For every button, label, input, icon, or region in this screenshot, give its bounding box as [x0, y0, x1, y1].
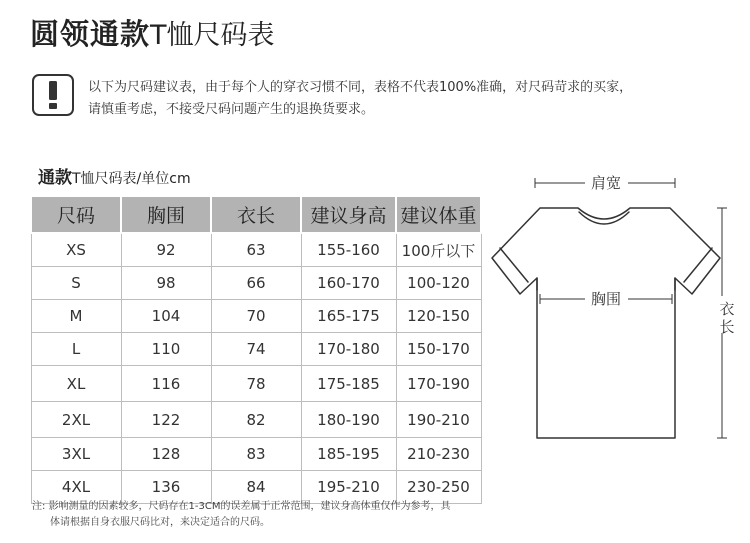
cell-size: 2XL — [31, 402, 121, 438]
cell-chest: 116 — [121, 366, 211, 402]
cell-size: XS — [31, 233, 121, 267]
notice-line-1: 以下为尺码建议表，由于每个人的穿衣习惯不同，表格不代表100%准确，对尺码苛求的买家， — [88, 80, 633, 95]
cell-size: 4XL — [31, 471, 121, 504]
size-table — [30, 195, 482, 504]
cell-length: 78 — [211, 366, 301, 402]
footnote-line-1: 影响测量的因素较多，尺码存在1-3CM的误差属于正常范围，建议身高体重仅作为参考，具 — [48, 501, 451, 512]
cell-height: 180-190 — [301, 402, 396, 438]
cell-weight: 210-230 — [396, 438, 481, 471]
cell-size: M — [31, 300, 121, 333]
cell-chest: 110 — [121, 333, 211, 366]
footnote-prefix: 注: — [32, 501, 46, 512]
table-row — [31, 300, 481, 333]
table-title-bold: 通款 — [38, 168, 72, 188]
cell-size: S — [31, 267, 121, 300]
cell-chest: 92 — [121, 233, 211, 267]
length-label — [719, 300, 734, 336]
footnote — [32, 499, 492, 531]
cell-weight: 100斤以下 — [396, 233, 481, 267]
table-row — [31, 438, 481, 471]
exclamation-icon — [32, 74, 74, 116]
cell-height: 175-185 — [301, 366, 396, 402]
cell-weight: 150-170 — [396, 333, 481, 366]
notice-text — [88, 77, 738, 121]
table-row — [31, 267, 481, 300]
shoulder-label: 肩宽 — [590, 174, 622, 192]
table-row — [31, 233, 481, 267]
cell-chest: 104 — [121, 300, 211, 333]
cell-chest: 128 — [121, 438, 211, 471]
cell-height: 195-210 — [301, 471, 396, 504]
tshirt-diagram — [490, 168, 745, 448]
cell-length: 83 — [211, 438, 301, 471]
notice-line-2: 请慎重考虑，不接受尺码问题产生的退换货要求。 — [88, 102, 375, 117]
cell-size: 3XL — [31, 438, 121, 471]
chest-label: 胸围 — [590, 290, 622, 308]
cell-length: 82 — [211, 402, 301, 438]
cell-height: 165-175 — [301, 300, 396, 333]
cell-length: 74 — [211, 333, 301, 366]
cell-chest: 98 — [121, 267, 211, 300]
page-title-bold: 圆领通款 — [30, 17, 151, 51]
header-height: 建议身高 — [301, 196, 396, 233]
cell-weight: 230-250 — [396, 471, 481, 504]
header-size: 尺码 — [31, 196, 121, 233]
length-label-char: 长 — [719, 318, 735, 336]
table-title — [38, 163, 191, 188]
cell-weight: 100-120 — [396, 267, 481, 300]
cell-height: 155-160 — [301, 233, 396, 267]
cell-height: 160-170 — [301, 267, 396, 300]
table-row — [31, 402, 481, 438]
cell-chest: 122 — [121, 402, 211, 438]
length-label-char: 衣 — [719, 300, 735, 318]
cell-height: 185-195 — [301, 438, 396, 471]
footnote-line-2: 体请根据自身衣服尺码比对，来决定适合的尺码。 — [50, 517, 270, 528]
cell-weight: 170-190 — [396, 366, 481, 402]
page-title-light: T恤尺码表 — [150, 20, 275, 51]
cell-length: 70 — [211, 300, 301, 333]
cell-chest: 136 — [121, 471, 211, 504]
cell-length: 66 — [211, 267, 301, 300]
cell-weight: 120-150 — [396, 300, 481, 333]
cell-length: 63 — [211, 233, 301, 267]
cell-weight: 190-210 — [396, 402, 481, 438]
header-weight: 建议体重 — [396, 196, 481, 233]
cell-size: L — [31, 333, 121, 366]
cell-size: XL — [31, 366, 121, 402]
table-row — [31, 366, 481, 402]
page-title — [30, 12, 275, 52]
table-header-row — [31, 196, 481, 233]
header-length: 衣长 — [211, 196, 301, 233]
header-chest: 胸围 — [121, 196, 211, 233]
cell-height: 170-180 — [301, 333, 396, 366]
tshirt-icon — [492, 208, 720, 438]
table-row — [31, 333, 481, 366]
table-title-light: T恤尺码表/单位cm — [72, 171, 191, 187]
cell-length: 84 — [211, 471, 301, 504]
